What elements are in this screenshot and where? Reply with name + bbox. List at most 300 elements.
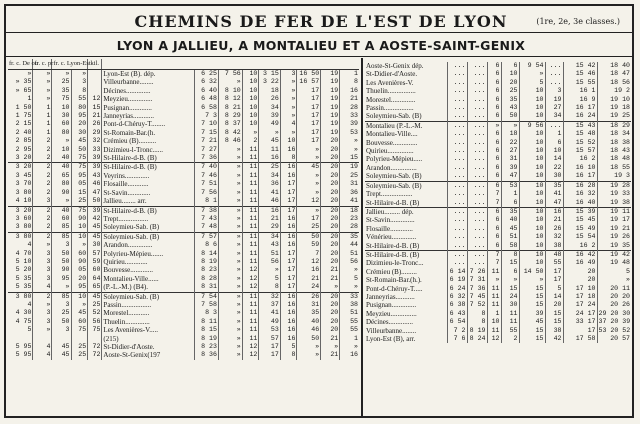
fare-cell: 3 xyxy=(71,78,88,86)
fare-cell: 4 xyxy=(33,351,52,359)
fare-cell: 80 xyxy=(52,180,71,188)
station-name: Décines.............. xyxy=(102,87,195,95)
time-cell: 10 xyxy=(519,225,545,233)
time-cell: 6 43 xyxy=(447,310,467,318)
time-cell: 16 xyxy=(259,154,280,163)
fare-cell xyxy=(8,335,33,343)
fare-cell: 65 xyxy=(88,283,102,292)
fare-cell xyxy=(88,70,102,79)
table-row xyxy=(8,146,359,154)
station-name: (215) xyxy=(102,335,195,343)
time-cell: 21 xyxy=(545,216,563,224)
time-cell: » xyxy=(259,266,280,274)
time-cell: 25 xyxy=(350,171,358,179)
station-name: Arandon.............. xyxy=(102,241,195,249)
time-cell: 15 xyxy=(501,259,519,267)
time-cell: 10 xyxy=(242,112,259,120)
fare-cell: 95 xyxy=(71,172,88,180)
time-cell: 10 xyxy=(519,181,545,190)
time-cell: 18 34 xyxy=(610,130,630,138)
station-name: Jallieu......... dép. xyxy=(365,207,447,216)
header-km: kil. xyxy=(88,59,102,70)
time-cell: 11 xyxy=(487,293,501,301)
fare-cell: 90 xyxy=(52,189,71,197)
time-cell: 10 xyxy=(242,78,259,86)
time-cell: » xyxy=(218,275,242,283)
fare-cell: 2 xyxy=(33,223,52,232)
time-cell: 19 xyxy=(321,104,340,112)
time-cell: 7 xyxy=(487,250,501,259)
station-name: Morestel............ xyxy=(102,309,195,317)
time-cell: 7 3 xyxy=(195,112,219,120)
time-cell: 20 xyxy=(321,250,340,258)
time-cell: 6 xyxy=(487,62,501,70)
time-cell: ... xyxy=(467,121,487,130)
time-cell: 6 xyxy=(487,164,501,172)
time-cell: 8 1 xyxy=(195,197,219,206)
fare-cell: 32 xyxy=(88,137,102,145)
time-cell: 8 31 xyxy=(195,283,219,292)
time-cell: 6 xyxy=(487,130,501,138)
station-name: Dizimieu-l-Tronc...... xyxy=(102,146,195,154)
fare-cell: 3 xyxy=(33,258,52,266)
time-cell: 10 xyxy=(519,216,545,224)
table-row xyxy=(8,78,359,86)
time-cell: 17 xyxy=(280,266,297,274)
fare-cell: 05 xyxy=(71,266,88,274)
time-cell: 11 xyxy=(242,180,259,188)
time-cell: ... xyxy=(467,199,487,208)
time-cell: 12 xyxy=(242,283,259,292)
time-cell: 20 xyxy=(321,137,340,145)
fare-cell: » xyxy=(71,241,88,249)
table-row xyxy=(365,130,631,138)
time-cell: 20 xyxy=(321,232,340,241)
time-cell: 6 xyxy=(487,207,501,216)
time-cell: 16 32 xyxy=(563,190,597,198)
fare-cell: 29 xyxy=(88,129,102,137)
table-row xyxy=(8,283,359,292)
time-cell: 20 xyxy=(321,292,340,301)
time-cell: 1 xyxy=(501,190,519,198)
station-name: Lyon-Est (B). dép. xyxy=(102,70,195,79)
time-cell: 17 xyxy=(280,180,297,188)
header-fare-3: fr. c. Lyon-Est xyxy=(52,59,88,70)
time-cell: ... xyxy=(545,79,563,87)
time-cell: 15 xyxy=(545,318,563,326)
station-name: Meyzieu.............. xyxy=(102,95,195,103)
time-cell: 7 26 xyxy=(467,268,487,276)
station-name: Bouvesse............. xyxy=(102,266,195,274)
station-name: St-Hilaire-d-B. (B) xyxy=(365,199,447,208)
fare-cell xyxy=(88,335,102,343)
time-cell: 19 xyxy=(321,78,340,86)
fare-cell: 2 xyxy=(33,163,52,172)
time-cell: 10 xyxy=(519,147,545,155)
time-cell: ... xyxy=(467,181,487,190)
station-name: Janneyrias........... xyxy=(365,293,447,301)
time-cell: 20 xyxy=(321,189,340,197)
fare-cell: 2 xyxy=(33,215,52,223)
station-name: St-Didier-d'Aoste. xyxy=(365,70,447,78)
time-cell: » xyxy=(242,129,259,137)
time-cell: 18 38 xyxy=(610,138,630,146)
time-cell: ... xyxy=(447,233,467,241)
fare-cell: 2 xyxy=(33,232,52,241)
time-cell: » xyxy=(218,318,242,326)
time-cell: 45 xyxy=(501,225,519,233)
station-name: Soleymieu-Sab. (B) xyxy=(102,292,195,301)
fare-cell: 56 xyxy=(88,318,102,326)
time-cell: 17 24 xyxy=(563,301,597,309)
fare-cell: 95 xyxy=(71,112,88,120)
time-cell: 10 xyxy=(242,95,259,103)
time-cell: 8 21 xyxy=(218,104,242,112)
fare-cell: 25 xyxy=(52,309,71,317)
table-row xyxy=(8,301,359,309)
table-row xyxy=(8,180,359,188)
time-cell: » xyxy=(280,104,297,112)
time-cell: 18 40 xyxy=(610,62,630,69)
fare-cell: 35 xyxy=(52,87,71,95)
time-cell: 45 xyxy=(297,163,321,172)
table-row xyxy=(8,326,359,334)
time-cell: 12 xyxy=(297,197,321,206)
time-cell: 10 xyxy=(519,207,545,216)
fare-cell: 21 xyxy=(88,112,102,120)
time-cell: 16 24 xyxy=(563,112,597,121)
time-cell: ... xyxy=(545,121,563,130)
station-name: Pusignan............. xyxy=(102,104,195,112)
table-row xyxy=(8,87,359,95)
time-cell: 12 xyxy=(242,266,259,274)
time-cell: 15 xyxy=(519,293,545,301)
time-cell: ... xyxy=(467,112,487,121)
station-name: Soleymieu-Sab. (B) xyxy=(365,181,447,190)
time-cell: 18 29 xyxy=(597,121,631,130)
time-cell: 15 39 xyxy=(563,207,597,216)
time-cell: 23 xyxy=(350,214,358,222)
time-cell: 19 38 xyxy=(610,198,630,206)
table-row xyxy=(8,120,359,128)
time-cell: » xyxy=(354,145,358,153)
time-cell: 6 32 xyxy=(195,78,219,86)
time-cell: 21 xyxy=(350,95,358,103)
time-cell: ... xyxy=(467,62,487,70)
time-cell: 24 17 xyxy=(563,310,597,318)
station-name: Janneyrias............ xyxy=(102,112,195,120)
fare-cell: 1 xyxy=(33,112,52,120)
fare-cell: 60 xyxy=(88,266,102,274)
time-cell: 19 xyxy=(340,163,359,172)
time-cell: 11 xyxy=(242,318,259,326)
fare-cell: 4 75 xyxy=(8,318,33,326)
fare-cell: 39 xyxy=(88,154,102,163)
time-cell: ... xyxy=(447,139,467,147)
station-name: Montalieu-Ville.... xyxy=(365,130,447,138)
time-cell: ... xyxy=(447,87,467,95)
fare-cell: 1 xyxy=(33,104,52,112)
fare-cell: 20 xyxy=(71,120,88,128)
time-cell: 19 17 xyxy=(610,216,630,224)
table-row xyxy=(8,163,359,172)
time-cell: 16 42 xyxy=(563,250,597,259)
time-cell: 16 xyxy=(545,207,563,216)
time-cell: 10 xyxy=(519,155,545,163)
time-cell: » xyxy=(297,154,321,163)
time-cell: 39 xyxy=(350,120,358,128)
time-cell: 16 17 xyxy=(563,172,597,181)
station-name: Passin................. xyxy=(365,104,447,112)
time-cell: 7 56 xyxy=(218,70,242,79)
table-row xyxy=(8,112,359,120)
time-cell: 35 xyxy=(501,207,519,216)
time-cell: ... xyxy=(467,104,487,112)
fare-cell: 80 xyxy=(52,129,71,137)
time-cell: 2 xyxy=(501,335,519,343)
fare-cell: 4 xyxy=(33,283,52,292)
time-cell: 6 xyxy=(487,147,501,155)
time-cell: 8 xyxy=(467,318,487,326)
time-cell: 36 xyxy=(350,188,358,196)
table-row xyxy=(365,301,631,309)
time-cell: 16 xyxy=(280,163,297,172)
time-cell: 17 xyxy=(297,87,321,95)
time-cell: 36 xyxy=(259,180,280,188)
time-cell: 17 xyxy=(280,206,297,215)
time-cell: 7 45 xyxy=(467,293,487,301)
station-name: St-Hilaire-d-B. (B) xyxy=(365,242,447,251)
time-cell: 20 xyxy=(321,301,340,309)
table-row xyxy=(8,137,359,145)
time-cell: ... xyxy=(447,190,467,198)
time-cell: 16 40 xyxy=(563,199,597,208)
time-cell: » xyxy=(297,180,321,188)
time-cell: 10 xyxy=(519,139,545,147)
time-cell: 17 xyxy=(545,268,563,276)
fare-cell: 42 xyxy=(88,215,102,223)
time-cell: 34 xyxy=(545,112,563,121)
time-cell: ... xyxy=(467,225,487,233)
station-name: Polyrieu-Mépieu..... xyxy=(365,155,447,163)
table-row xyxy=(8,95,359,103)
time-cell: 6 xyxy=(487,225,501,233)
time-cell: 11 xyxy=(242,335,259,343)
time-cell: ... xyxy=(447,121,467,130)
time-cell: » xyxy=(218,343,242,351)
fare-cell: 75 xyxy=(71,206,88,215)
time-cell: 10 xyxy=(519,190,545,198)
fare-cell: 3 xyxy=(33,197,52,206)
time-cell: 40 xyxy=(501,216,519,224)
time-cell: 3 22 xyxy=(259,78,280,86)
fare-cell: 75 xyxy=(71,154,88,163)
fare-cell: 2 xyxy=(33,206,52,215)
time-cell: ... xyxy=(447,62,467,70)
time-cell: 19 42 xyxy=(597,250,631,259)
time-cell: 31 xyxy=(297,301,321,309)
time-cell: ... xyxy=(545,62,563,70)
fare-cell: 95 xyxy=(52,275,71,283)
fare-cell: 90 xyxy=(71,215,88,223)
time-cell: 10 xyxy=(519,233,545,241)
time-cell: ... xyxy=(467,87,487,95)
time-cell: 8 23 xyxy=(195,343,219,351)
fare-cell: 5 95 xyxy=(8,343,33,351)
time-cell: 25 xyxy=(259,163,280,172)
time-cell: 10 xyxy=(519,164,545,172)
fare-cell: 25 xyxy=(52,78,71,86)
table-row xyxy=(365,199,631,208)
time-cell: 17 xyxy=(297,215,321,223)
time-cell: 8 12 xyxy=(218,95,242,103)
time-cell: 6 xyxy=(501,268,519,276)
table-row xyxy=(365,147,631,155)
time-cell: 5 xyxy=(545,285,563,293)
table-row xyxy=(8,258,359,266)
fare-cell: » xyxy=(71,70,88,79)
time-cell: 39 xyxy=(259,112,280,120)
time-cell: 16 xyxy=(280,301,297,309)
fare-cell: » xyxy=(33,326,52,334)
time-cell: 26 xyxy=(259,95,280,103)
time-cell: 16 10 xyxy=(563,164,597,172)
time-cell: 16 xyxy=(280,232,297,241)
time-cell: 21 xyxy=(297,275,321,283)
time-cell: 19 xyxy=(321,112,340,120)
time-cell: 8 14 xyxy=(195,250,219,258)
time-cell: 45 xyxy=(259,137,280,145)
time-cell: 8 11 xyxy=(195,318,219,326)
time-cell: 1 xyxy=(354,334,358,342)
time-cell: » xyxy=(354,343,358,350)
time-cell: 20 xyxy=(321,215,340,223)
time-cell: » xyxy=(297,343,321,351)
time-cell: 8 23 xyxy=(195,266,219,274)
time-cell: 35 xyxy=(297,309,321,317)
time-cell: 6 40 xyxy=(195,87,219,95)
time-cell: 25 xyxy=(297,223,321,232)
time-cell: 56 xyxy=(259,258,280,266)
subtitle-rule xyxy=(6,56,632,57)
time-cell: 34 xyxy=(259,104,280,112)
fare-cell: 2 xyxy=(33,137,52,145)
time-cell: 7 27 xyxy=(195,146,219,154)
table-row xyxy=(365,172,631,181)
table-row xyxy=(365,70,631,78)
time-cell: » xyxy=(297,146,321,154)
fare-cell: 75 xyxy=(52,95,71,103)
time-cell: 32 xyxy=(259,292,280,301)
time-cell: 11 xyxy=(242,309,259,317)
time-cell: 58 xyxy=(501,242,519,251)
time-cell: » xyxy=(218,189,242,197)
time-cell: 6 24 xyxy=(447,285,467,293)
time-cell: 35 xyxy=(340,232,359,241)
fare-cell: 45 xyxy=(88,232,102,241)
time-cell: 6 19 xyxy=(447,276,467,284)
time-cell: 7 43 xyxy=(195,215,219,223)
title-rule xyxy=(6,32,632,33)
time-cell: 22 xyxy=(501,139,519,147)
time-cell: 10 xyxy=(242,87,259,95)
time-cell: 20 xyxy=(563,276,597,284)
fare-cell: 1 xyxy=(8,95,33,103)
fare-cell: » 65 xyxy=(8,87,33,95)
time-cell: 10 xyxy=(519,130,545,138)
time-cell: 6 xyxy=(487,216,501,224)
time-cell: 20 xyxy=(321,197,340,206)
time-cell: 8 6 xyxy=(195,241,219,249)
time-cell: 8 xyxy=(501,250,519,259)
time-cell: 6 xyxy=(487,233,501,241)
time-cell: 3 xyxy=(545,87,563,95)
fare-cell: 50 xyxy=(52,318,71,326)
station-name: Pont-d-Chéruy-T........ xyxy=(102,120,195,128)
time-cell: 29 20 30 xyxy=(598,309,631,317)
table-row xyxy=(8,197,359,206)
time-cell: 6 xyxy=(501,199,519,208)
time-cell: 24 xyxy=(297,283,321,292)
table-row xyxy=(8,318,359,326)
time-cell: 14 xyxy=(545,293,563,301)
time-cell: 53 xyxy=(501,181,519,190)
time-cell: 12 xyxy=(242,351,259,359)
time-cell: 8 10 xyxy=(218,87,242,95)
time-cell: 19 xyxy=(321,129,340,137)
time-cell: 8 xyxy=(259,283,280,292)
fare-cell: 4 30 xyxy=(8,309,33,317)
time-cell: ... xyxy=(545,70,563,78)
time-cell: 20 xyxy=(545,301,563,309)
time-cell: 20 xyxy=(321,163,340,172)
time-cell: ... xyxy=(447,155,467,163)
fare-cell: 30 xyxy=(88,241,102,249)
fare-cell: 3 45 xyxy=(8,172,33,180)
fare-cell: 10 xyxy=(52,104,71,112)
time-cell: 16 xyxy=(280,223,297,232)
time-cell: 10 xyxy=(519,242,545,251)
time-cell: 15 46 xyxy=(563,70,597,78)
time-cell: 55 xyxy=(350,326,358,334)
fare-cell: 3 80 xyxy=(8,189,33,197)
station-name: Aoste-St-Genix(197 xyxy=(102,351,195,359)
time-cell: » xyxy=(218,163,242,172)
time-cell: 29 xyxy=(259,223,280,232)
time-cell: 6 xyxy=(487,139,501,147)
time-cell: 50 xyxy=(297,335,321,343)
fare-cell: 30 xyxy=(52,112,71,120)
time-cell: 1 xyxy=(487,310,501,318)
table-row xyxy=(8,351,359,359)
time-cell: 10 xyxy=(501,70,519,78)
fare-cell: 20 xyxy=(71,275,88,283)
time-cell: 16 17 xyxy=(563,104,597,112)
time-cell: 20 xyxy=(321,318,340,326)
time-cell: 8 19 xyxy=(467,327,487,335)
table-row xyxy=(365,216,631,224)
fare-cell: 05 xyxy=(71,180,88,188)
time-cell: 6 54 xyxy=(447,318,467,326)
time-cell: 8 24 xyxy=(467,335,487,343)
station-name: Soleymieu-Sab. (B) xyxy=(102,223,195,232)
fare-cell: 3 80 xyxy=(8,232,33,241)
table-row xyxy=(8,223,359,232)
time-cell: 18 48 xyxy=(610,155,630,163)
right-timetable xyxy=(365,62,631,343)
fare-cell: » xyxy=(52,283,71,292)
time-cell: 7 56 xyxy=(195,189,219,197)
